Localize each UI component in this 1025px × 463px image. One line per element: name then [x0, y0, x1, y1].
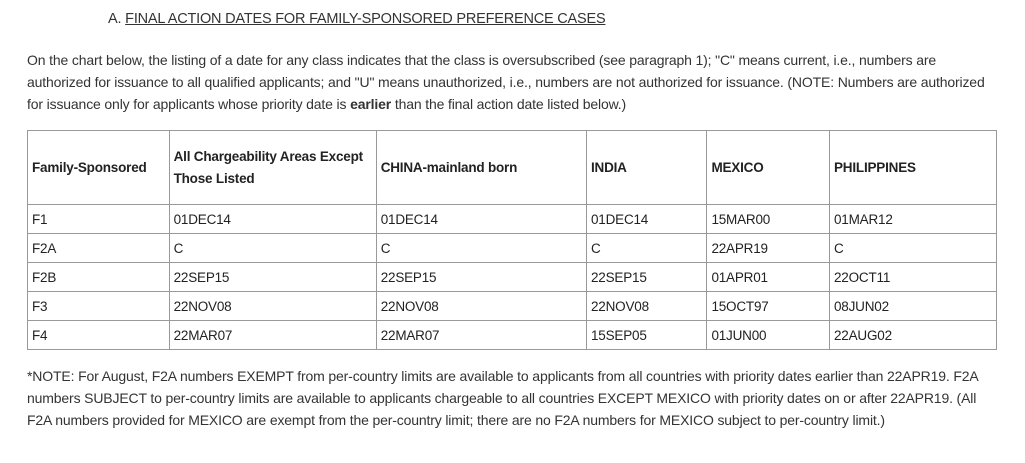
- table-cell: 01DEC14: [169, 205, 376, 234]
- table-cell: 01DEC14: [586, 205, 706, 234]
- table-cell: 22MAR07: [376, 321, 586, 350]
- table-cell: 22SEP15: [586, 263, 706, 292]
- table-cell: 15MAR00: [707, 205, 830, 234]
- table-body: [28, 205, 997, 350]
- table-cell: C: [169, 234, 376, 263]
- table-cell: 22APR19: [707, 234, 830, 263]
- section-heading-prefix: A.: [108, 11, 122, 27]
- table-cell: 01MAR12: [830, 205, 997, 234]
- table-cell: F2B: [28, 263, 170, 292]
- table-cell: F3: [28, 292, 170, 321]
- table-row: [28, 321, 997, 350]
- table-cell: 01APR01: [707, 263, 830, 292]
- table-row: [28, 205, 997, 234]
- intro-text-2: than the final action date listed below.): [391, 96, 627, 112]
- table-header: [28, 131, 997, 205]
- table-cell: 22NOV08: [376, 292, 586, 321]
- intro-paragraph: [27, 49, 1002, 115]
- footnote: *NOTE: For August, F2A numbers EXEMPT from per-country limits are available to applicants from all countries with priority dates earlier than 22APR19. F2A numbers SUBJECT to per-country limits are available to applicants chargeable to all countries EXCEPT MEXICO with priority dates on or after 22APR19. (All F2A numbers provided for MEXICO are exempt from the per-country limit; there are no F2A numbers for MEXICO subject to per-country limit.): [27, 368, 978, 428]
- header-india: INDIA: [586, 131, 706, 205]
- header-family-sponsored: Family-Sponsored: [28, 131, 170, 205]
- table-row: [28, 234, 997, 263]
- table-cell: 22NOV08: [586, 292, 706, 321]
- table-cell: F1: [28, 205, 170, 234]
- header-philippines: PHILIPPINES: [830, 131, 997, 205]
- table-cell: F4: [28, 321, 170, 350]
- section-heading-title: FINAL ACTION DATES FOR FAMILY-SPONSORED PREFERENCE CASES: [125, 11, 606, 27]
- table-cell: 01DEC14: [376, 205, 586, 234]
- table-cell: 22SEP15: [376, 263, 586, 292]
- table-row: [28, 292, 997, 321]
- table-cell: 15OCT97: [707, 292, 830, 321]
- table-cell: 08JUN02: [830, 292, 997, 321]
- header-mexico: MEXICO: [707, 131, 830, 205]
- table-cell: 01JUN00: [707, 321, 830, 350]
- table-cell: 22NOV08: [169, 292, 376, 321]
- table-cell: 22MAR07: [169, 321, 376, 350]
- table-row: [28, 263, 997, 292]
- table-cell: 22OCT11: [830, 263, 997, 292]
- table-cell: C: [830, 234, 997, 263]
- header-china: CHINA-mainland born: [376, 131, 586, 205]
- intro-text-1: On the chart below, the listing of a date for any class indicates that the class is oversubscribed (see paragraph 1); "C" means current, i.e., numbers are authorized for issuance to all qualified applicants; and "U" means unauthorized, i.e., numbers are not authorized for issuance. (NOTE: Numbers are authorized for issuance only for applicants whose priority date is: [27, 52, 985, 112]
- intro-bold-earlier: earlier: [350, 96, 392, 112]
- table-cell: 15SEP05: [586, 321, 706, 350]
- table-cell: 22AUG02: [830, 321, 997, 350]
- table-cell: 22SEP15: [169, 263, 376, 292]
- table-cell: C: [586, 234, 706, 263]
- table-cell: F2A: [28, 234, 170, 263]
- table-cell: C: [376, 234, 586, 263]
- table-header-row: [28, 131, 997, 205]
- section-heading: [108, 11, 605, 27]
- final-action-dates-table: [27, 130, 997, 350]
- header-all-chargeability: All Chargeability Areas Except Those Listed: [169, 131, 376, 205]
